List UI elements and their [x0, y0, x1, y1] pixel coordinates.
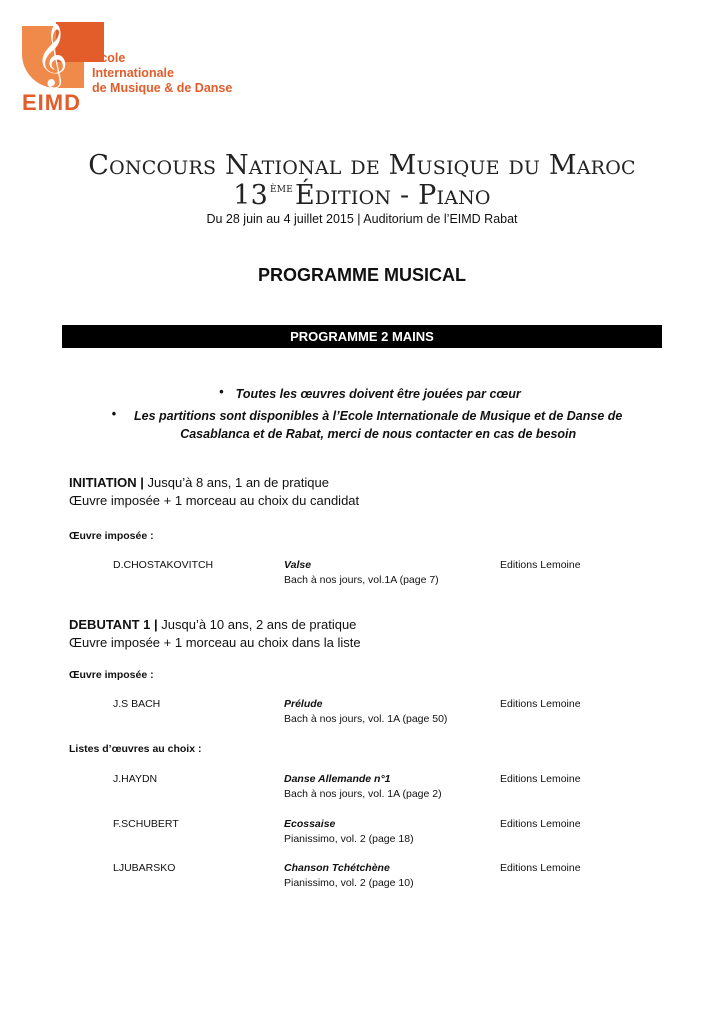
contest-title: Concours National de Musique du Maroc	[88, 150, 636, 181]
eimd-logo	[22, 22, 233, 117]
imposed-label: Œuvre imposée :	[69, 530, 154, 542]
work-title: Chanson Tchétchène	[284, 862, 390, 874]
work-source: Bach à nos jours, vol. 1A (page 2)	[284, 788, 442, 800]
level-requirement: Œuvre imposée + 1 morceau au choix du candidat	[69, 493, 360, 508]
level-age: Jusqu’à 10 ans, 2 ans de pratique	[161, 617, 357, 632]
edition-number: 13	[233, 180, 269, 211]
logo-line: Ecole	[92, 51, 126, 65]
bullet-icon: •	[219, 385, 224, 399]
publisher: Editions Lemoine	[500, 698, 581, 710]
edition-subtitle: Édition - Piano	[295, 180, 491, 211]
programme-heading: PROGRAMME MUSICAL	[258, 265, 466, 285]
level-name: INITIATION	[69, 475, 137, 490]
composer: J.HAYDN	[113, 773, 158, 785]
publisher: Editions Lemoine	[500, 818, 581, 830]
level-separator: |	[140, 475, 144, 490]
choice-label: Listes d’œuvres au choix :	[69, 743, 202, 755]
work-title: Prélude	[284, 698, 323, 710]
composer: LJUBARSKO	[113, 862, 176, 874]
work-title: Danse Allemande n°1	[284, 773, 391, 785]
list-item	[100, 407, 640, 443]
work-title: Ecossaise	[284, 818, 336, 830]
level-name: DEBUTANT 1	[69, 617, 151, 632]
logo-line: de Musique & de Danse	[92, 81, 233, 95]
publisher: Editions Lemoine	[500, 773, 581, 785]
level-initiation	[69, 475, 329, 490]
logo-abbreviation: EIMD	[22, 90, 81, 115]
work-source: Pianissimo, vol. 2 (page 18)	[284, 833, 414, 845]
note-text: Les partitions sont disponibles à l’Ecole Internationale de Musique et de Danse de Casablanca et de Rabat, merci de nous contacter en cas de besoin	[134, 409, 623, 441]
composer: D.CHOSTAKOVITCH	[113, 559, 214, 571]
composer: F.SCHUBERT	[113, 818, 179, 830]
imposed-label: Œuvre imposée :	[69, 669, 154, 681]
event-dates: Du 28 juin au 4 juillet 2015 | Auditorium de l’EIMD Rabat	[206, 212, 518, 226]
level-separator: |	[154, 617, 158, 632]
work-source: Bach à nos jours, vol.1A (page 7)	[284, 574, 439, 586]
list-item	[100, 385, 640, 403]
publisher: Editions Lemoine	[500, 862, 581, 874]
edition-superscript: ème	[270, 181, 293, 196]
publisher: Editions Lemoine	[500, 559, 581, 571]
section-bar: PROGRAMME 2 MAINS	[62, 325, 662, 348]
work-source: Pianissimo, vol. 2 (page 10)	[284, 877, 414, 889]
note-text: Toutes les œuvres doivent être jouées par cœur	[235, 387, 521, 401]
notes-list	[100, 385, 640, 447]
work-source: Bach à nos jours, vol. 1A (page 50)	[284, 713, 448, 725]
composer: J.S BACH	[113, 698, 161, 710]
logo-school-name	[92, 51, 232, 96]
treble-clef-icon: 𝄞	[36, 23, 68, 86]
level-age: Jusqu’à 8 ans, 1 an de pratique	[147, 475, 329, 490]
logo-line: Internationale	[92, 66, 174, 80]
bullet-icon: •	[111, 407, 117, 421]
work-title: Valse	[284, 559, 312, 571]
level-requirement: Œuvre imposée + 1 morceau au choix dans la liste	[69, 635, 361, 650]
edition-title	[0, 180, 724, 211]
level-debutant-1	[69, 617, 356, 632]
